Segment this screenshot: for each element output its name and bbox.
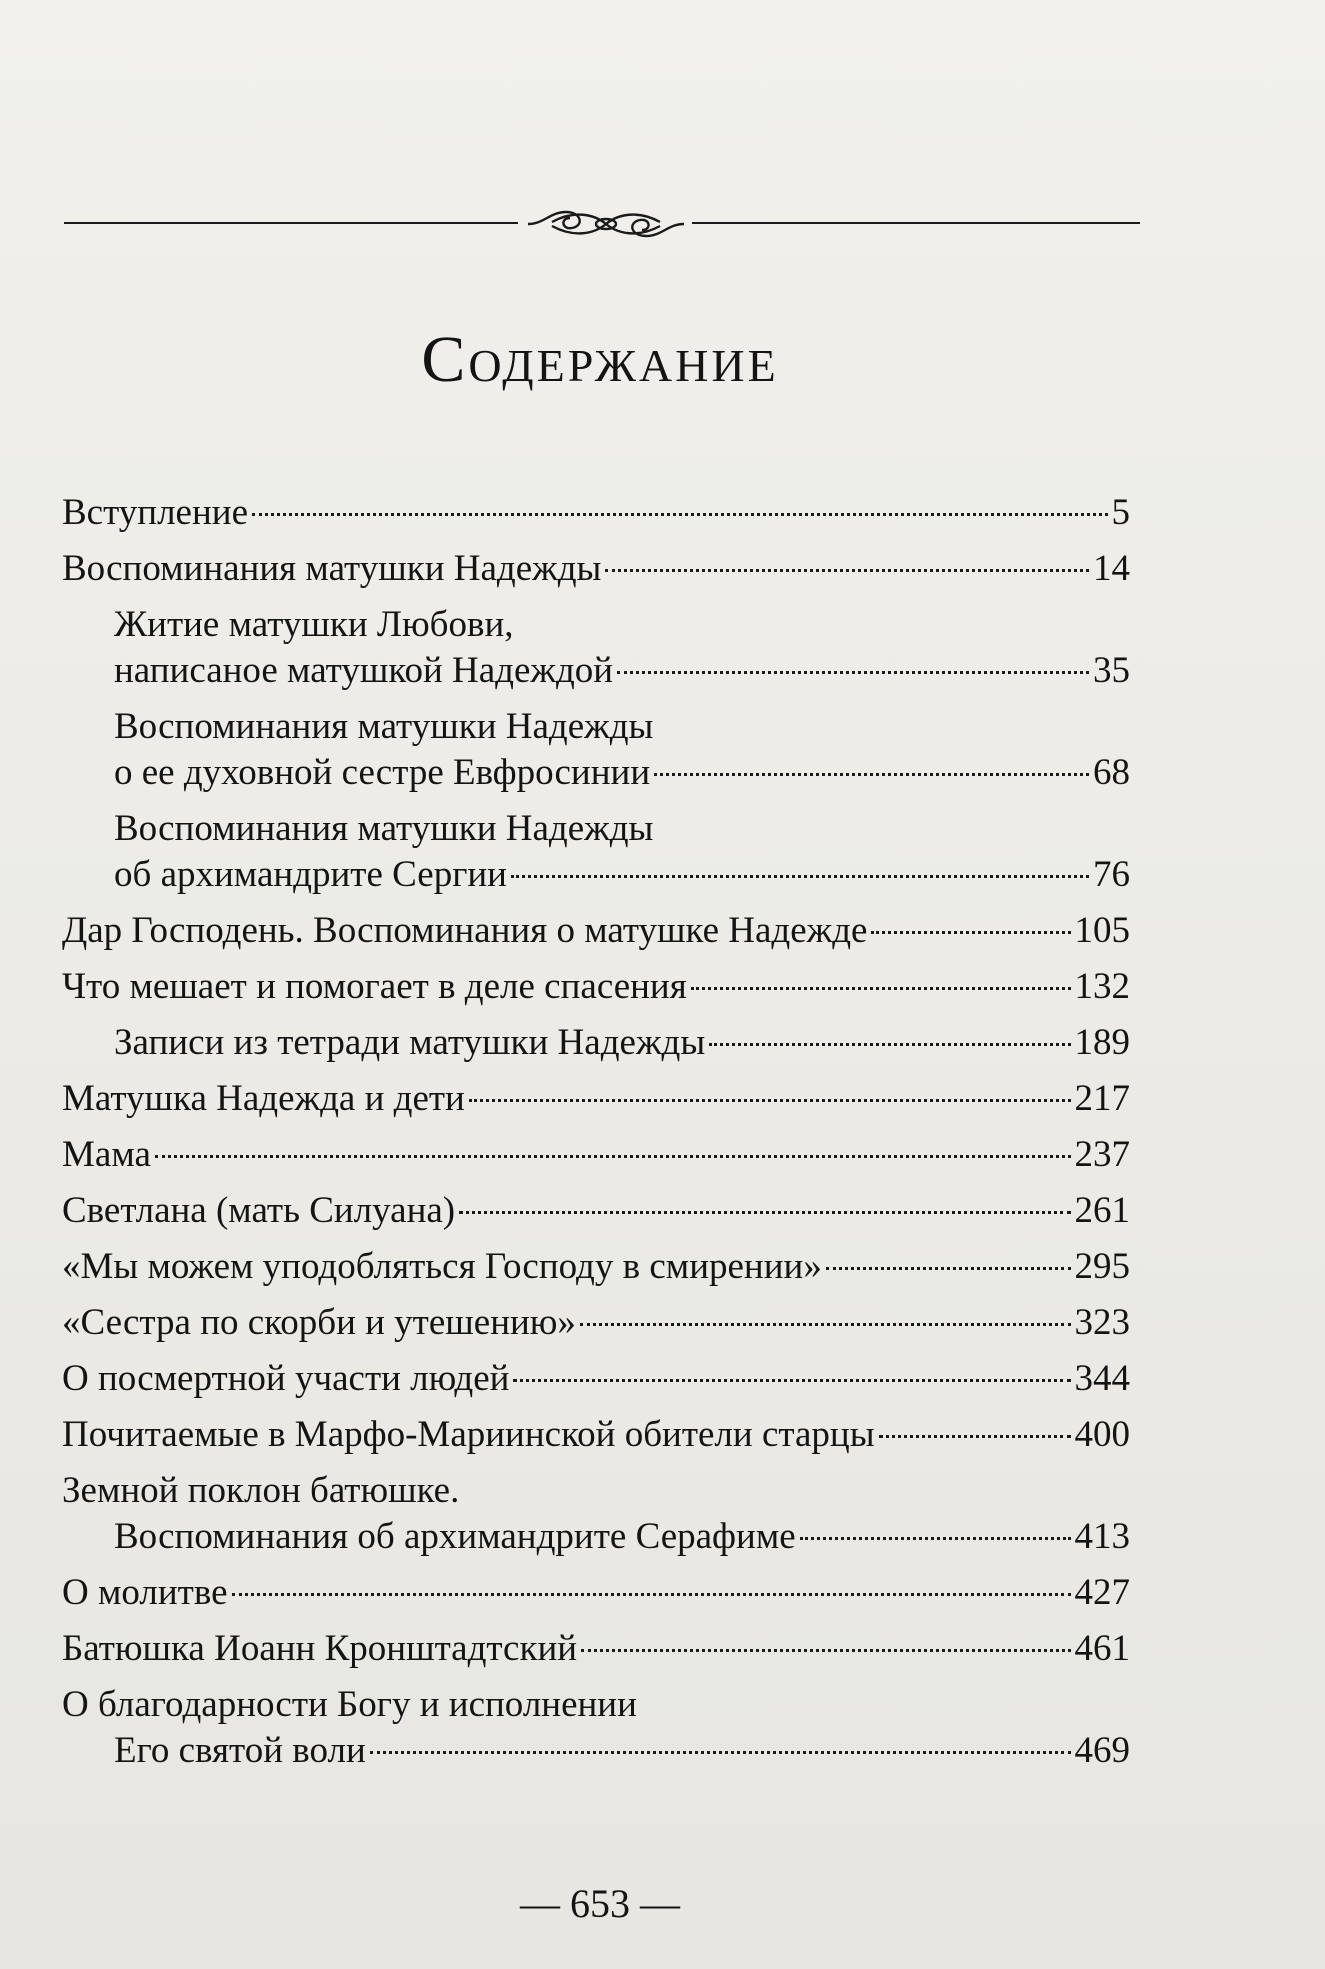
entry-spacer	[62, 1346, 1130, 1356]
toc-entry	[62, 1244, 1130, 1290]
entry-spacer	[62, 1234, 1130, 1244]
dot-leader	[879, 1435, 1071, 1438]
toc-entry-title: Почитаемые в Марфо-Мариинской обители старцы	[62, 1414, 875, 1455]
dot-leader	[826, 1267, 1071, 1270]
toc-line	[62, 1188, 1130, 1234]
toc-entry-title: О благодарности Богу и исполнении	[62, 1684, 637, 1725]
toc-entry-title: написаное матушкой Надеждой	[114, 650, 614, 691]
page-title: Содержание	[421, 323, 779, 396]
dot-leader	[605, 569, 1089, 572]
dot-leader	[232, 1593, 1071, 1596]
dot-leader	[654, 773, 1089, 776]
toc-line	[62, 1076, 1130, 1122]
toc-entry-title: «Сестра по скорби и утешению»	[62, 1302, 576, 1343]
toc-entry-title: «Мы можем уподобляться Господу в смирении»	[62, 1246, 822, 1287]
toc-page-number: 132	[1074, 966, 1130, 1007]
toc-line	[62, 1244, 1130, 1290]
toc-entry	[62, 490, 1130, 536]
toc-entry-title: Воспоминания матушки Надежды	[62, 548, 602, 589]
toc-line	[62, 546, 1130, 592]
dot-leader	[370, 1751, 1071, 1754]
toc-line	[62, 1132, 1130, 1178]
toc-page-number: 469	[1074, 1730, 1130, 1771]
toc-page-number: 105	[1074, 910, 1130, 951]
dot-leader	[871, 931, 1070, 934]
toc-entry	[62, 1300, 1130, 1346]
toc-entry	[62, 546, 1130, 592]
toc-entry	[62, 1626, 1130, 1672]
toc-entry	[62, 908, 1130, 954]
entry-spacer	[62, 1122, 1130, 1132]
toc-line	[62, 964, 1130, 1010]
toc-line	[62, 490, 1130, 536]
toc-line	[62, 1570, 1130, 1616]
toc-entry-title: О молитве	[62, 1572, 228, 1613]
toc-entry-title: О посмертной участи людей	[62, 1358, 510, 1399]
table-of-contents	[62, 490, 1130, 1784]
toc-line	[62, 1468, 1130, 1514]
toc-entry	[62, 1682, 1130, 1774]
toc-entry	[62, 964, 1130, 1010]
toc-line	[62, 1412, 1130, 1458]
toc-page-number: 68	[1093, 752, 1130, 793]
entry-spacer	[62, 1616, 1130, 1626]
entry-spacer	[62, 1560, 1130, 1570]
toc-entry-title: Дар Господень. Воспоминания о матушке Надежде	[62, 910, 868, 951]
ornament-rule-right	[692, 222, 1140, 224]
entry-spacer	[62, 1672, 1130, 1682]
toc-entry-title: Светлана (мать Силуана)	[62, 1190, 456, 1231]
toc-line	[114, 704, 1130, 750]
toc-entry-title: Что мешает и помогает в деле спасения	[62, 966, 687, 1007]
toc-entry-title: Мама	[62, 1134, 151, 1175]
dot-leader	[155, 1155, 1071, 1158]
entry-spacer	[62, 1178, 1130, 1188]
toc-line	[62, 1682, 1130, 1728]
dot-leader	[709, 1043, 1070, 1046]
toc-page-number: 189	[1074, 1022, 1130, 1063]
toc-line	[62, 1514, 1130, 1560]
toc-entry	[62, 1570, 1130, 1616]
toc-line	[114, 1020, 1130, 1066]
dot-leader	[617, 671, 1089, 674]
toc-entry-title: Земной поклон батюшке.	[62, 1470, 460, 1511]
toc-line	[114, 648, 1130, 694]
dot-leader	[581, 1649, 1070, 1652]
entry-spacer	[62, 898, 1130, 908]
toc-entry	[62, 1020, 1130, 1066]
entry-spacer	[62, 1290, 1130, 1300]
toc-entry	[62, 1356, 1130, 1402]
toc-entry	[62, 806, 1130, 898]
toc-entry	[62, 1188, 1130, 1234]
toc-entry	[62, 1132, 1130, 1178]
entry-spacer	[62, 954, 1130, 964]
entry-spacer	[62, 592, 1130, 602]
toc-entry-title: о ее духовной сестре Евфросинии	[114, 752, 651, 793]
toc-page-number: 344	[1074, 1358, 1130, 1399]
toc-line	[114, 750, 1130, 796]
toc-entry	[62, 1076, 1130, 1122]
toc-entry-title: Батюшка Иоанн Кронштадтский	[62, 1628, 578, 1669]
ornament-rule-left	[64, 222, 518, 224]
toc-page-number: 323	[1074, 1302, 1130, 1343]
toc-entry-title: Его святой воли	[114, 1730, 366, 1771]
entry-spacer	[62, 796, 1130, 806]
toc-entry-title: об архимандрите Сергии	[114, 854, 507, 895]
toc-page-number: 261	[1074, 1190, 1130, 1231]
toc-page-number: 237	[1074, 1134, 1130, 1175]
toc-line	[62, 908, 1130, 954]
toc-page-number: 5	[1111, 492, 1130, 533]
toc-page-number: 76	[1093, 854, 1130, 895]
toc-entry-title: Матушка Надежда и дети	[62, 1078, 465, 1119]
toc-page-number: 413	[1074, 1516, 1130, 1557]
toc-page-number: 217	[1074, 1078, 1130, 1119]
toc-line	[62, 1356, 1130, 1402]
toc-line	[62, 1626, 1130, 1672]
toc-page-number: 427	[1074, 1572, 1130, 1613]
dot-leader	[459, 1211, 1070, 1214]
dot-leader	[691, 987, 1071, 990]
toc-entry	[62, 602, 1130, 694]
toc-line	[62, 1728, 1130, 1774]
toc-page-number: 14	[1093, 548, 1130, 589]
entry-spacer	[62, 1458, 1130, 1468]
toc-page-number: 400	[1074, 1414, 1130, 1455]
entry-spacer	[62, 1402, 1130, 1412]
entry-spacer	[62, 536, 1130, 546]
dot-leader	[511, 875, 1089, 878]
entry-spacer	[62, 1774, 1130, 1784]
toc-line	[114, 602, 1130, 648]
dot-leader	[513, 1379, 1070, 1382]
toc-entry	[62, 704, 1130, 796]
toc-entry-title: Записи из тетради матушки Надежды	[114, 1022, 706, 1063]
toc-page-number: 461	[1074, 1628, 1130, 1669]
toc-entry-title: Воспоминания об архимандрите Серафиме	[114, 1516, 796, 1557]
toc-entry-title: Воспоминания матушки Надежды	[114, 706, 654, 747]
toc-page-number: 295	[1074, 1246, 1130, 1287]
toc-entry-title: Житие матушки Любови,	[114, 604, 514, 645]
toc-entry-title: Воспоминания матушки Надежды	[114, 808, 654, 849]
toc-entry	[62, 1468, 1130, 1560]
dot-leader	[800, 1537, 1071, 1540]
toc-line	[114, 852, 1130, 898]
entry-spacer	[62, 1066, 1130, 1076]
toc-entry-title: Вступление	[62, 492, 248, 533]
dot-leader	[252, 513, 1108, 516]
dot-leader	[469, 1099, 1071, 1102]
flourish-icon	[524, 204, 688, 244]
toc-page-number: 35	[1093, 650, 1130, 691]
entry-spacer	[62, 694, 1130, 704]
page-number-footer: — 653 —	[520, 1881, 680, 1926]
toc-entry	[62, 1412, 1130, 1458]
entry-spacer	[62, 1010, 1130, 1020]
toc-line	[114, 806, 1130, 852]
toc-line	[62, 1300, 1130, 1346]
dot-leader	[580, 1323, 1071, 1326]
header-ornament	[64, 200, 1140, 250]
